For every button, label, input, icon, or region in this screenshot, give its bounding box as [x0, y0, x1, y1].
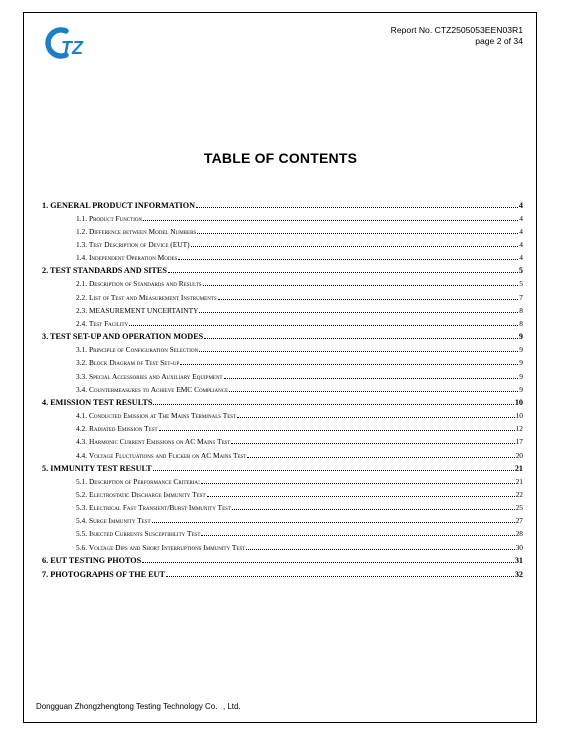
toc-entry-title: TEST SET-UP AND OPERATION MODES	[50, 332, 204, 342]
dot-leader	[191, 246, 519, 247]
toc-entry-title: Special Accessories and Auxiliary Equipment	[88, 371, 223, 381]
svg-text:TZ: TZ	[61, 38, 83, 58]
dot-leader	[199, 312, 518, 313]
toc-item-row[interactable]	[42, 381, 523, 394]
toc-entry-title: Electrostatic Discharge Immunity Test	[88, 490, 206, 500]
toc-item-row[interactable]	[42, 354, 523, 367]
toc-entry-label	[42, 398, 152, 407]
toc-entry-number: 3.4.	[76, 384, 88, 394]
toc-page-number: 10	[515, 411, 523, 421]
toc-entry-label	[76, 490, 206, 499]
dot-leader	[197, 233, 518, 234]
toc-item-row[interactable]	[42, 302, 523, 315]
toc-item-row[interactable]	[42, 341, 523, 354]
toc-page-number: 9	[518, 332, 523, 342]
toc-entry-label	[76, 372, 223, 381]
toc-page-number: 9	[519, 384, 523, 394]
toc-item-row[interactable]	[42, 538, 523, 551]
dot-leader	[199, 351, 518, 352]
dot-leader	[153, 404, 513, 405]
page-indicator: page 2 of 34	[475, 36, 523, 46]
toc-section-row[interactable]	[42, 394, 523, 408]
toc-page-number: 32	[514, 569, 523, 579]
toc-entry-label	[76, 293, 217, 302]
toc-page-number: 4	[519, 252, 523, 262]
toc-entry-title: Harmonic Current Emissions on AC Mains Test	[88, 437, 231, 447]
toc-entry-number: 3.2.	[76, 358, 88, 368]
toc-page-number: 25	[515, 503, 523, 513]
toc-entry-label	[76, 227, 196, 236]
toc-page-number: 22	[515, 490, 523, 500]
report-header	[391, 25, 523, 47]
toc-section-row[interactable]	[42, 552, 523, 566]
toc-entry-number: 7.	[42, 569, 49, 579]
dot-leader	[204, 338, 518, 339]
toc-item-row[interactable]	[42, 473, 523, 486]
toc-entry-label	[76, 306, 198, 315]
toc-page-number: 5	[519, 279, 523, 289]
dot-leader	[159, 430, 515, 431]
toc-page-number: 17	[515, 437, 523, 447]
report-number: Report No. CTZ2505053EEN03R1	[390, 25, 523, 35]
ctz-logo	[45, 26, 97, 60]
toc-entry-number: 1.3.	[76, 239, 88, 249]
toc-entry-number: 5.6.	[76, 542, 88, 552]
toc-page-number: 4	[519, 239, 523, 249]
toc-item-row[interactable]	[42, 315, 523, 328]
toc-page-number: 8	[519, 318, 523, 328]
toc-item-row[interactable]	[42, 486, 523, 499]
toc-page-number: 5	[518, 266, 523, 276]
toc-section-row[interactable]	[42, 460, 523, 474]
toc-page-number: 9	[519, 345, 523, 355]
toc-item-row[interactable]	[42, 499, 523, 512]
toc-entry-number: 4.	[42, 398, 49, 408]
toc-entry-title: GENERAL PRODUCT INFORMATION	[50, 200, 195, 210]
toc-page-number: 30	[515, 542, 523, 552]
toc-section-row[interactable]	[42, 196, 523, 210]
toc-entry-label	[76, 503, 231, 512]
toc-entry-number: 1.2.	[76, 226, 88, 236]
toc-entry-number: 4.2.	[76, 424, 88, 434]
toc-entry-title: Description of Standards and Results	[88, 279, 202, 289]
toc-entry-title: List of Test and Measurement Instruments	[88, 292, 217, 302]
toc-entry-label	[76, 385, 228, 394]
footer-company: Dongguan Zhongzhengtong Testing Technology Co．, Ltd.	[36, 702, 241, 711]
toc-entry-number: 5.4.	[76, 516, 88, 526]
toc-entry-title: Principle of Configuration Selection	[88, 345, 199, 355]
toc-entry-label	[76, 477, 200, 486]
toc-entry-number: 1.4.	[76, 252, 88, 262]
toc-entry-number: 4.4.	[76, 450, 88, 460]
toc-entry-title: Countermeasures to Achieve EMC Compliance	[88, 384, 229, 394]
page-title: TABLE OF CONTENTS	[203, 150, 358, 166]
toc-entry-title: EMISSION TEST RESULTS	[50, 398, 153, 408]
toc-entry-number: 3.3.	[76, 371, 88, 381]
toc-entry-title: PHOTOGRAPHS OF THE EUT	[50, 569, 165, 579]
dot-leader	[129, 325, 518, 326]
dot-leader	[229, 391, 518, 392]
toc-entry-title: Test Facility	[88, 318, 129, 328]
toc-item-row[interactable]	[42, 446, 523, 459]
dot-leader	[201, 483, 515, 484]
dot-leader	[237, 417, 514, 418]
toc-page-number: 4	[518, 200, 523, 210]
toc-entry-title: Block Diagram of Test Set-up	[88, 358, 180, 368]
toc-item-row[interactable]	[42, 512, 523, 525]
dot-leader	[142, 562, 514, 563]
toc-item-row[interactable]	[42, 367, 523, 380]
toc-entry-title: Product Function	[88, 213, 143, 223]
toc-entry-label	[76, 424, 158, 433]
toc-page-number: 9	[519, 371, 523, 381]
toc-page-number: 10	[514, 398, 523, 408]
toc-entry-number: 6.	[42, 556, 49, 566]
dot-leader	[231, 443, 514, 444]
toc-page-number: 4	[519, 226, 523, 236]
toc-entry-label	[42, 201, 195, 210]
toc-entry-label	[76, 516, 151, 525]
toc-item-row[interactable]	[42, 525, 523, 538]
toc-entry-number: 3.	[42, 332, 49, 342]
toc-entry-number: 5.2.	[76, 490, 88, 500]
toc-entry-label	[76, 529, 200, 538]
toc-entry-title: Voltage Fluctuations and Flicker on AC Mains Test	[88, 450, 247, 460]
toc-section-row[interactable]	[42, 262, 523, 276]
dot-leader	[143, 220, 518, 221]
toc-entry-label	[76, 279, 202, 288]
dot-leader	[224, 378, 519, 379]
toc-entry-number: 2.4.	[76, 318, 88, 328]
toc-item-row[interactable]	[42, 275, 523, 288]
dot-leader	[218, 299, 519, 300]
toc-entry-label	[42, 464, 152, 473]
toc-entry-label	[76, 411, 236, 420]
toc-entry-number: 2.1.	[76, 279, 88, 289]
toc-entry-label	[42, 332, 203, 341]
toc-entry-title: MEASUREMENT UNCERTAINTY	[88, 305, 199, 315]
toc-page-number: 8	[519, 305, 523, 315]
dot-leader	[201, 535, 514, 536]
toc-entry-label	[76, 358, 179, 367]
dot-leader	[246, 549, 514, 550]
dot-leader	[232, 509, 515, 510]
dot-leader	[153, 470, 514, 471]
toc-entry-label	[42, 570, 165, 579]
toc-entry-number: 3.1.	[76, 345, 88, 355]
toc-item-row[interactable]	[42, 407, 523, 420]
toc-section-row[interactable]	[42, 565, 523, 579]
toc-entry-label	[76, 543, 245, 552]
toc-entry-label	[76, 319, 128, 328]
toc-entry-number: 2.2.	[76, 292, 88, 302]
toc-entry-label	[76, 345, 198, 354]
toc-entry-number: 4.3.	[76, 437, 88, 447]
toc-item-row[interactable]	[42, 210, 523, 223]
toc-page-number: 9	[519, 358, 523, 368]
toc-entry-title: TEST STANDARDS AND SITES	[50, 266, 167, 276]
toc-item-row[interactable]	[42, 420, 523, 433]
dot-leader	[152, 522, 515, 523]
toc-entry-label	[76, 253, 177, 262]
toc-page-number: 20	[515, 450, 523, 460]
toc-entry-title: Voltage Dips and Short Interruptions Immunity Test	[88, 542, 246, 552]
toc-entry-title: Description of Performance Criteria:	[88, 477, 201, 487]
toc-entry-number: 1.1.	[76, 213, 88, 223]
toc-entry-number: 2.	[42, 266, 49, 276]
toc-item-row[interactable]	[42, 236, 523, 249]
toc-entry-title: Injected Currents Susceptibility Test	[88, 529, 201, 539]
toc-entry-number: 5.3.	[76, 503, 88, 513]
toc-item-row[interactable]	[42, 433, 523, 446]
toc-entry-title: Radiated Emission Test	[88, 424, 158, 434]
toc-page-number: 7	[519, 292, 523, 302]
toc-page-number: 21	[514, 464, 523, 473]
toc-page-number: 12	[515, 424, 523, 434]
toc-entry-title: Test Description of Device (EUT)	[88, 239, 190, 249]
toc-page-number: 31	[514, 556, 523, 566]
toc-page-number: 28	[515, 529, 523, 539]
toc-entry-title: Conducted Emission at The Mains Terminals Test	[88, 411, 237, 421]
toc-entry-number: 5.1.	[76, 477, 88, 487]
toc-entry-label	[76, 214, 142, 223]
dot-leader	[207, 496, 515, 497]
toc-page-number: 27	[515, 516, 523, 526]
toc-entry-title: Electrical Fast Transient/Burst Immunity Test	[88, 503, 231, 513]
dot-leader	[168, 272, 518, 273]
toc-entry-label	[42, 266, 167, 275]
dot-leader	[196, 207, 518, 208]
toc-entry-number: 1.	[42, 200, 49, 210]
table-of-contents	[42, 196, 523, 579]
toc-entry-label	[76, 451, 246, 460]
toc-entry-label	[76, 437, 230, 446]
toc-entry-label	[76, 240, 190, 249]
toc-entry-title: Difference between Model Numbers	[88, 226, 197, 236]
toc-item-row[interactable]	[42, 288, 523, 301]
toc-page-number: 21	[515, 477, 523, 487]
toc-entry-number: 2.3.	[76, 305, 88, 315]
toc-entry-title: Independent Operation Modes	[88, 252, 178, 262]
toc-entry-title: EUT TESTING PHOTOS	[50, 556, 142, 566]
dot-leader	[166, 576, 514, 577]
dot-leader	[180, 364, 518, 365]
dot-leader	[203, 285, 519, 286]
toc-entry-title: IMMUNITY TEST RESULT	[50, 464, 152, 473]
toc-item-row[interactable]	[42, 223, 523, 236]
toc-entry-number: 4.1.	[76, 411, 88, 421]
toc-entry-title: Surge Immunity Test	[88, 516, 151, 526]
dot-leader	[178, 259, 518, 260]
dot-leader	[247, 457, 514, 458]
toc-entry-label	[42, 556, 141, 565]
toc-section-row[interactable]	[42, 328, 523, 342]
toc-entry-number: 5.5.	[76, 529, 88, 539]
toc-item-row[interactable]	[42, 249, 523, 262]
toc-entry-number: 5.	[42, 464, 49, 473]
toc-page-number: 4	[519, 213, 523, 223]
